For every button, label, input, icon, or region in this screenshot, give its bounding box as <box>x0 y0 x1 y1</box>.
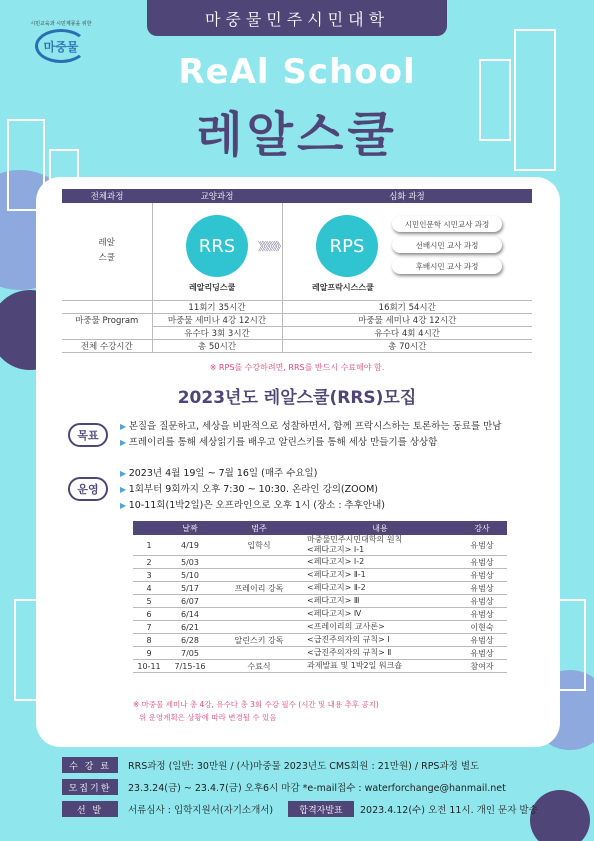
cell-cat <box>215 569 303 582</box>
header-basic: 교양과정 <box>152 189 282 203</box>
table-row <box>133 556 507 569</box>
row-label-school: 레알 스쿨 <box>62 203 152 300</box>
col-header: 강사 <box>457 521 507 535</box>
cell-t: 참여자 <box>457 660 507 673</box>
cell-date: 5/03 <box>165 556 215 569</box>
result-info: 2023.4.12(수) 오전 11시. 개인 문자 발송 <box>360 805 538 816</box>
cell-cat <box>215 595 303 608</box>
cell-t: 유범상 <box>457 608 507 621</box>
rrs-name: 레알리딩스쿨 <box>189 283 236 292</box>
cell-date: 6/07 <box>165 595 215 608</box>
cell-content: <페다고지> Ⅰ-2 <box>303 556 457 569</box>
table-row <box>133 569 507 582</box>
cell-t: 유범상 <box>457 569 507 582</box>
table-row <box>133 535 507 556</box>
goal-line: ▶ 프레이리를 통해 세상읽기를 배우고 알린스키를 통해 세상 만들기를 상상함 <box>120 437 438 448</box>
goal-tag: 목표 <box>68 423 108 447</box>
row-label: 마중물 Program <box>75 315 139 326</box>
cell-date: 6/21 <box>165 621 215 634</box>
cell-t: 유범상 <box>457 634 507 647</box>
section-title: 2023년도 레알스쿨(RRS)모집 <box>177 388 417 408</box>
cell-n: 3 <box>133 569 165 582</box>
pill-course: 시민인문학 시민교사 과정 <box>392 216 502 232</box>
cell-date: 5/10 <box>165 569 215 582</box>
cell-n: 10-11 <box>133 660 165 673</box>
logo-mark: 마중물 <box>35 29 87 63</box>
cell-t: 유범상 <box>457 556 507 569</box>
cell: 마중물 세미나 4강 12시간 <box>152 313 282 326</box>
operation-line: ▶ 10-11회(1박2일)은 오프라인으로 오후 1시 (장소 : 추후안내) <box>120 500 385 511</box>
goal-line: ▶ 본질을 질문하고, 세상을 비판적으로 성찰하면서, 함께 프락시스하는 토론하는 동료를 만남 <box>120 421 502 432</box>
top-banner: 마중물민주시민대학 <box>147 0 447 36</box>
table-row <box>133 595 507 608</box>
schedule-table <box>133 521 507 673</box>
cell-content: <프레이리의 교사론> <box>303 621 457 634</box>
rps-name: 레알프락시스스쿨 <box>312 283 374 292</box>
cell-content: 마중물민주시민대학의 원칙 <페다고지> Ⅰ-1 <box>303 535 457 556</box>
cell-t: 유범상 <box>457 595 507 608</box>
schedule-note: ※ 마중물 세미나 총 4강, 유수다 총 3회 수강 필수 (시간 및 내용 추후 공지) <box>133 700 379 709</box>
header-advanced: 심화 과정 <box>282 189 532 203</box>
rps-circle: RPS <box>316 215 378 277</box>
cell-n: 2 <box>133 556 165 569</box>
cell-n: 6 <box>133 608 165 621</box>
rrs-circle: RRS <box>186 215 248 277</box>
select-info: 서류심사 : 입학지원서(자기소개서) <box>128 805 274 816</box>
fee-info: RRS과정 (일반: 30만원 / (사)마중물 2023년도 CMS회원 : 21만원) / RPS과정 별도 <box>128 761 480 772</box>
rps-note: ※ RPS를 수강하려면, RRS를 반드시 수료해야 함. <box>209 363 385 372</box>
cell: 유수다 4회 4시간 <box>282 326 532 339</box>
cell: 마중물 세미나 4강 12시간 <box>282 313 532 326</box>
cell-content: <페다고지> Ⅱ-1 <box>303 569 457 582</box>
select-label: 선 발 <box>62 801 118 817</box>
cell-content: 과제발표 및 1박2일 워크숍 <box>303 660 457 673</box>
cell: 유수다 3회 3시간 <box>152 326 282 339</box>
table-row <box>133 582 507 595</box>
period-label: 모집기한 <box>62 779 118 795</box>
schedule-note: 위 운영계획은 상황에 따라 변경될 수 있음 <box>139 713 277 722</box>
table-row <box>133 647 507 660</box>
cell-cat <box>215 608 303 621</box>
cell-n: 9 <box>133 647 165 660</box>
cell-t: 이현숙 <box>457 621 507 634</box>
cell-date: 6/14 <box>165 608 215 621</box>
cell: 총 70시간 <box>282 339 532 352</box>
logo-tagline: 시민교육과 시민계몽을 위한 <box>30 21 92 27</box>
cell-cat <box>215 556 303 569</box>
table-row <box>133 608 507 621</box>
cell-t: 유범상 <box>457 582 507 595</box>
cell: 총 50시간 <box>152 339 282 352</box>
pill-course: 선배시민 교사 과정 <box>392 237 502 253</box>
cell-n: 5 <box>133 595 165 608</box>
cell-content: <페다고지> Ⅱ-2 <box>303 582 457 595</box>
cell-n: 7 <box>133 621 165 634</box>
operation-tag: 운영 <box>68 477 108 501</box>
header-all: 전체과정 <box>62 189 152 203</box>
table-row <box>133 634 507 647</box>
cell: 16회기 54시간 <box>282 300 532 313</box>
cell-date: 6/28 <box>165 634 215 647</box>
cell-date: 7/05 <box>165 647 215 660</box>
arrows: 》》》》》》 <box>258 240 285 253</box>
cell-cat: 입학식 <box>215 535 303 556</box>
operation-line: ▶ 2023년 4월 19일 ~ 7월 16일 (매주 수요일) <box>120 468 318 479</box>
row-label: 전체 수강시간 <box>62 339 152 352</box>
cell-cat <box>215 647 303 660</box>
operation-line: ▶ 1회부터 9회까지 오후 7:30 ~ 10:30. 온라인 강의(ZOOM) <box>120 484 378 495</box>
cell-content: <페다고지> Ⅲ <box>303 595 457 608</box>
cell-t: 유범상 <box>457 535 507 556</box>
col-header: 날짜 <box>165 521 215 535</box>
title-korean: 레알스쿨 <box>196 107 398 163</box>
cell-n: 8 <box>133 634 165 647</box>
cell-cat: 수료식 <box>215 660 303 673</box>
cell-t: 유범상 <box>457 647 507 660</box>
cell-cat: 알린스키 강독 <box>215 634 303 647</box>
fee-label: 수 강 료 <box>62 757 118 773</box>
cell-n: 1 <box>133 535 165 556</box>
pill-course: 후배시민 교사 과정 <box>392 258 502 274</box>
result-label: 합격자발표 <box>288 801 354 817</box>
cell-cat: 프레이리 강독 <box>215 582 303 595</box>
cell-n: 4 <box>133 582 165 595</box>
col-header: 내용 <box>303 521 457 535</box>
cell-content: <급진주의자의 규칙> Ⅱ <box>303 647 457 660</box>
title-english: ReAl School <box>178 52 416 92</box>
cell-content: <페다고지> Ⅳ <box>303 608 457 621</box>
cell-content: <급진주의자의 규칙> Ⅰ <box>303 634 457 647</box>
cell-cat <box>215 621 303 634</box>
col-header <box>133 521 165 535</box>
period-info: 23.3.24(금) ~ 23.4.7(금) 오후6시 마감 *e-mail접수 : waterforchange@hanmail.net <box>128 783 506 794</box>
cell: 11회기 35시간 <box>152 300 282 313</box>
col-header: 범주 <box>215 521 303 535</box>
cell-date: 7/15-16 <box>165 660 215 673</box>
cell-date: 5/17 <box>165 582 215 595</box>
table-row <box>133 660 507 673</box>
table-row <box>133 621 507 634</box>
cell-date: 4/19 <box>165 535 215 556</box>
